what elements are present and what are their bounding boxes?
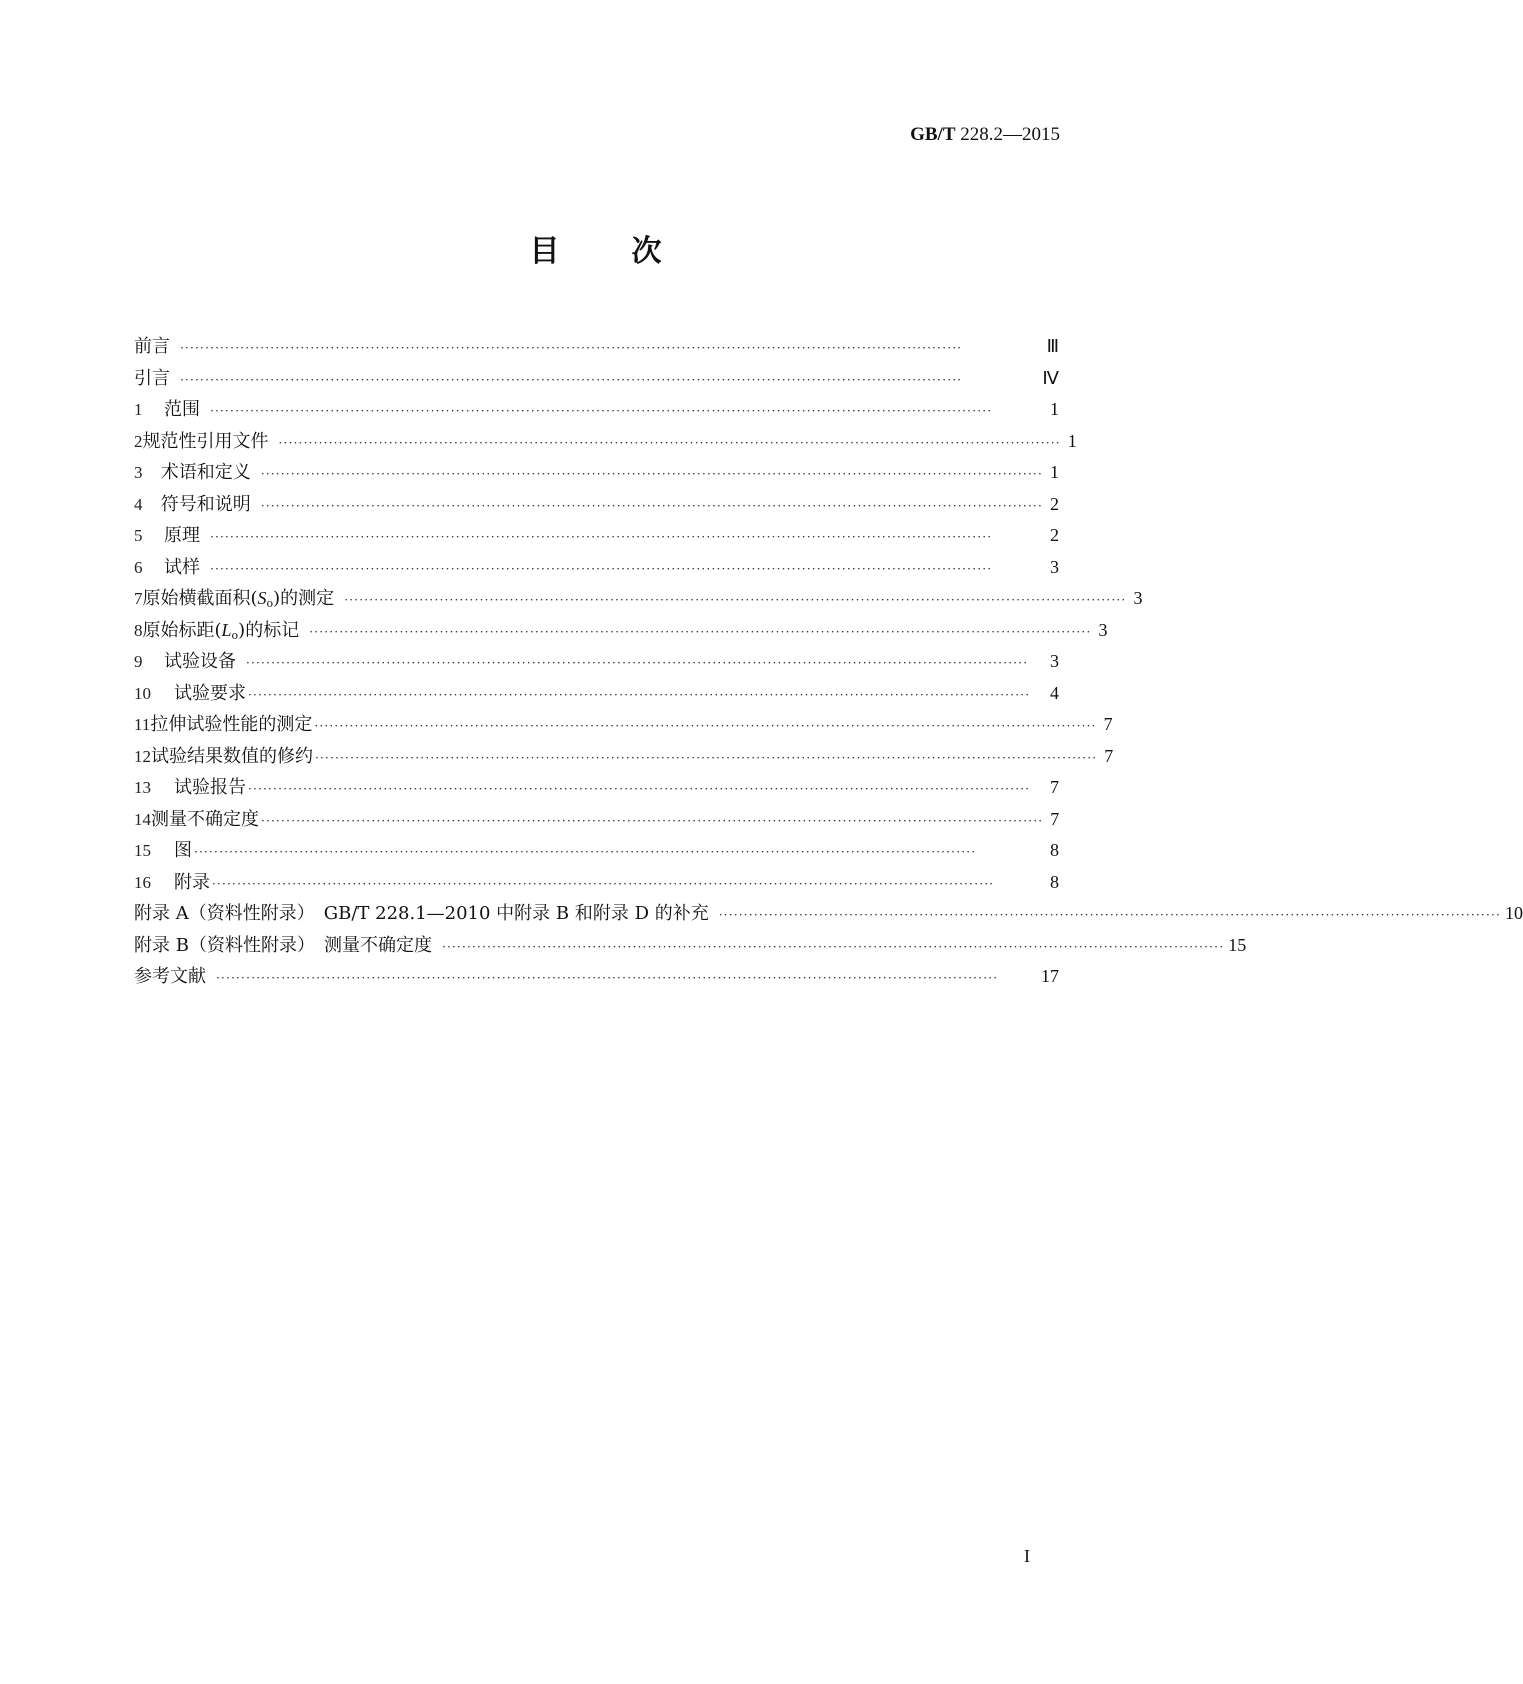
toc-page-number: 3 [1133,588,1143,608]
toc-entry-text: 试验要求 [174,682,246,704]
toc-page-number: 17 [1041,966,1059,986]
toc-leader-dots: ···························································································································································· [260,498,1043,513]
toc-section-number: 11 [134,715,151,734]
toc-entry-15[interactable] [134,835,1059,867]
toc-entry-text-part: )的测定 [273,588,335,609]
toc-page-number: 7 [1104,745,1114,766]
toc-entry-bibliography[interactable] [134,961,1059,993]
toc-entry-4[interactable] [134,489,1059,521]
page-title-char-2: 次 [631,234,662,269]
standard-code-number: 228.2—2015 [960,124,1060,145]
toc-entry-5[interactable] [134,520,1059,552]
toc-entry-1[interactable] [134,394,1059,426]
toc-entry-text: 规范性引用文件 [142,430,269,452]
toc-entry-text: 附录 [174,871,210,893]
toc-leader-dots: ···························································································································································· [246,656,1029,670]
toc-leader-dots: ···························································································································································· [314,719,1097,733]
toc-entry-annex-a[interactable] [134,898,1523,930]
page-number: I [1024,1546,1030,1566]
toc-leader-dots: ···························································································································································· [194,845,977,859]
toc-entry-text: 拉伸试验性能的测定 [150,714,313,735]
toc-section-number: 3 [134,463,143,482]
toc-page-number: Ⅲ [1046,336,1059,356]
toc-leader-dots: ···························································································································································· [718,908,1501,922]
toc-page-number: 7 [1050,777,1059,797]
toc-leader-dots: ···························································································································································· [248,687,1031,702]
toc-entry-12[interactable] [134,741,1114,773]
toc-section-number: 12 [134,746,151,766]
toc-section-number: 13 [134,778,151,797]
toc-leader-dots: ···························································································································································· [210,561,993,576]
toc-entry-introduction[interactable] [134,363,1059,395]
toc-leader-dots: ···························································································································································· [248,782,1031,796]
toc-page-number: 7 [1050,808,1060,829]
toc-entry-text-part: )的标记 [238,619,300,641]
toc-leader-dots: ···························································································································································· [260,467,1043,481]
toc-entry-subscript: o [266,597,274,610]
toc-entry-annex-b[interactable] [134,930,1247,962]
toc-entry-7[interactable] [134,583,1143,615]
toc-page-number: 8 [1050,871,1059,892]
toc-page-number: 15 [1228,934,1247,955]
table-of-contents [134,331,1523,993]
toc-entry-foreword[interactable] [134,331,1059,363]
toc-entry-13[interactable] [134,772,1059,804]
toc-entry-text: 引言 [134,367,170,389]
toc-entry-text: 试验设备 [164,651,236,672]
toc-leader-dots: ···························································································································································· [210,404,993,418]
toc-entry-text-part: 原始标距( [142,619,222,641]
toc-leader-dots: ···························································································································································· [261,813,1044,828]
page-title-char-1: 目 [529,234,560,269]
toc-entry-text-part: 原始横截面积( [142,588,258,609]
toc-section-number: 7 [134,589,143,608]
toc-page-number: 3 [1050,651,1059,671]
toc-section-number: 10 [134,683,151,703]
toc-entry-text: 测量不确定度 [151,808,259,830]
toc-page-number: 4 [1050,682,1059,703]
toc-page-number: 3 [1098,619,1108,640]
toc-entry-text: 试样 [164,556,200,578]
toc-entry-text: 术语和定义 [160,462,251,483]
toc-leader-dots: ···························································································································································· [441,939,1225,954]
toc-entry-text: 符号和说明 [160,493,251,515]
toc-page-number: Ⅳ [1042,367,1059,388]
toc-section-number: 4 [134,494,143,514]
toc-page-number: 1 [1050,462,1059,482]
toc-leader-dots: ···························································································································································· [344,593,1127,607]
standard-code-prefix: GB/T [910,124,956,145]
toc-leader-dots: ···························································································································································· [180,372,963,387]
toc-section-number: 15 [134,841,151,860]
toc-entry-text: 前言 [134,336,170,357]
toc-entry-text: 原理 [164,525,200,546]
page-title [0,226,1191,270]
toc-entry-6[interactable] [134,552,1059,584]
toc-entry-text: 附录 B（资料性附录） 测量不确定度 [134,934,432,956]
toc-entry-14[interactable] [134,804,1059,836]
standard-code [910,124,1060,146]
toc-section-number: 1 [134,400,143,419]
toc-entry-text: 附录 A（资料性附录） GB/T 228.1—2010 中附录 B 和附录 D 的补充 [134,903,709,924]
toc-page-number: 10 [1505,903,1523,923]
toc-entry-text: 试验结果数值的修约 [151,745,313,767]
toc-page-number: 1 [1050,399,1059,419]
toc-section-number: 16 [134,872,151,892]
toc-entry-2[interactable] [134,426,1077,458]
toc-entry-symbol: L [221,619,232,640]
toc-section-number: 6 [134,557,143,577]
toc-page-number: 2 [1050,493,1059,514]
toc-page-number: 7 [1103,714,1113,734]
toc-section-number: 5 [134,526,143,545]
toc-entry-text: 试验报告 [174,777,246,798]
toc-leader-dots: ···························································································································································· [210,530,993,544]
toc-entry-3[interactable] [134,457,1059,489]
toc-entry-8[interactable] [134,615,1108,647]
toc-entry-text: 范围 [164,399,200,420]
toc-page-number: 8 [1050,840,1059,860]
toc-section-number: 2 [134,431,143,451]
toc-entry-16[interactable] [134,867,1059,899]
toc-entry-9[interactable] [134,646,1059,678]
toc-entry-text: 图 [174,840,192,861]
toc-page-number: 2 [1050,525,1059,545]
toc-section-number: 8 [134,620,143,640]
toc-entry-text: 参考文献 [134,966,206,987]
toc-page-number: 3 [1050,556,1059,577]
toc-page-number: 1 [1067,430,1077,451]
toc-section-number: 9 [134,652,143,671]
toc-entry-10[interactable] [134,678,1059,710]
toc-entry-symbol: S [257,588,267,608]
toc-leader-dots: ···························································································································································· [309,624,1092,639]
toc-leader-dots: ···························································································································································· [212,876,995,891]
toc-leader-dots: ···························································································································································· [216,971,999,985]
toc-leader-dots: ···························································································································································· [278,435,1061,450]
toc-section-number: 14 [134,809,151,829]
toc-entry-subscript: o [231,628,239,642]
toc-leader-dots: ···························································································································································· [315,750,1098,765]
toc-entry-11[interactable] [134,709,1113,741]
toc-leader-dots: ···························································································································································· [180,341,963,355]
